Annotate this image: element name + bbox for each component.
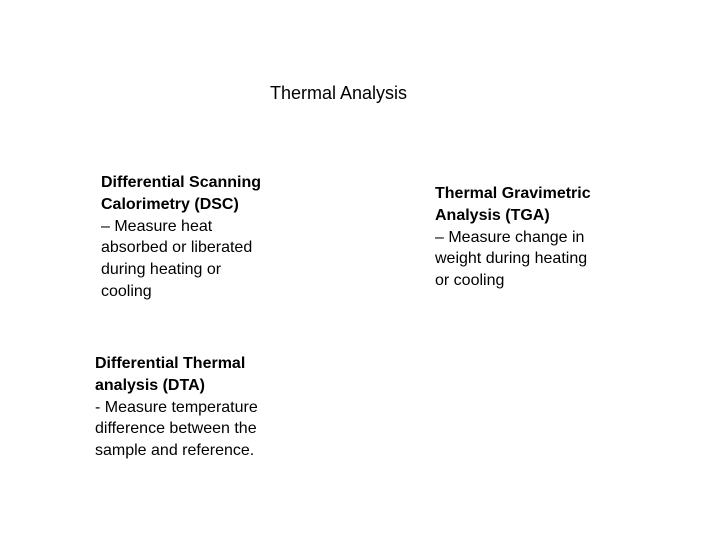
dta-body-line-3: sample and reference.: [95, 442, 255, 460]
dsc-body-line-3: during heating or: [101, 261, 222, 279]
dsc-body-line-2: absorbed or liberated: [101, 239, 253, 257]
tga-body-line-3: or cooling: [435, 272, 505, 290]
dsc-section: [101, 172, 261, 303]
tga-heading-line-1: Thermal Gravimetric: [435, 185, 591, 202]
dta-heading-line-2: analysis (DTA): [95, 376, 205, 394]
dta-heading-line-1: Differential Thermal: [95, 355, 246, 372]
tga-body-line-1: – Measure change in: [435, 228, 585, 246]
page-title: Thermal Analysis: [270, 83, 408, 103]
dsc-heading-line-2: Calorimetry (DSC): [101, 195, 239, 213]
dsc-body-line-1: – Measure heat: [101, 217, 213, 235]
tga-section: [435, 183, 591, 292]
dta-body-line-1: - Measure temperature: [95, 398, 258, 416]
tga-heading-line-2: Analysis (TGA): [435, 206, 550, 224]
dta-section: [95, 353, 258, 462]
dsc-body-line-4: cooling: [101, 282, 152, 300]
tga-body-line-2: weight during heating: [435, 250, 588, 268]
dsc-heading-line-1: Differential Scanning: [101, 174, 262, 191]
dta-body-line-2: difference between the: [95, 420, 257, 438]
